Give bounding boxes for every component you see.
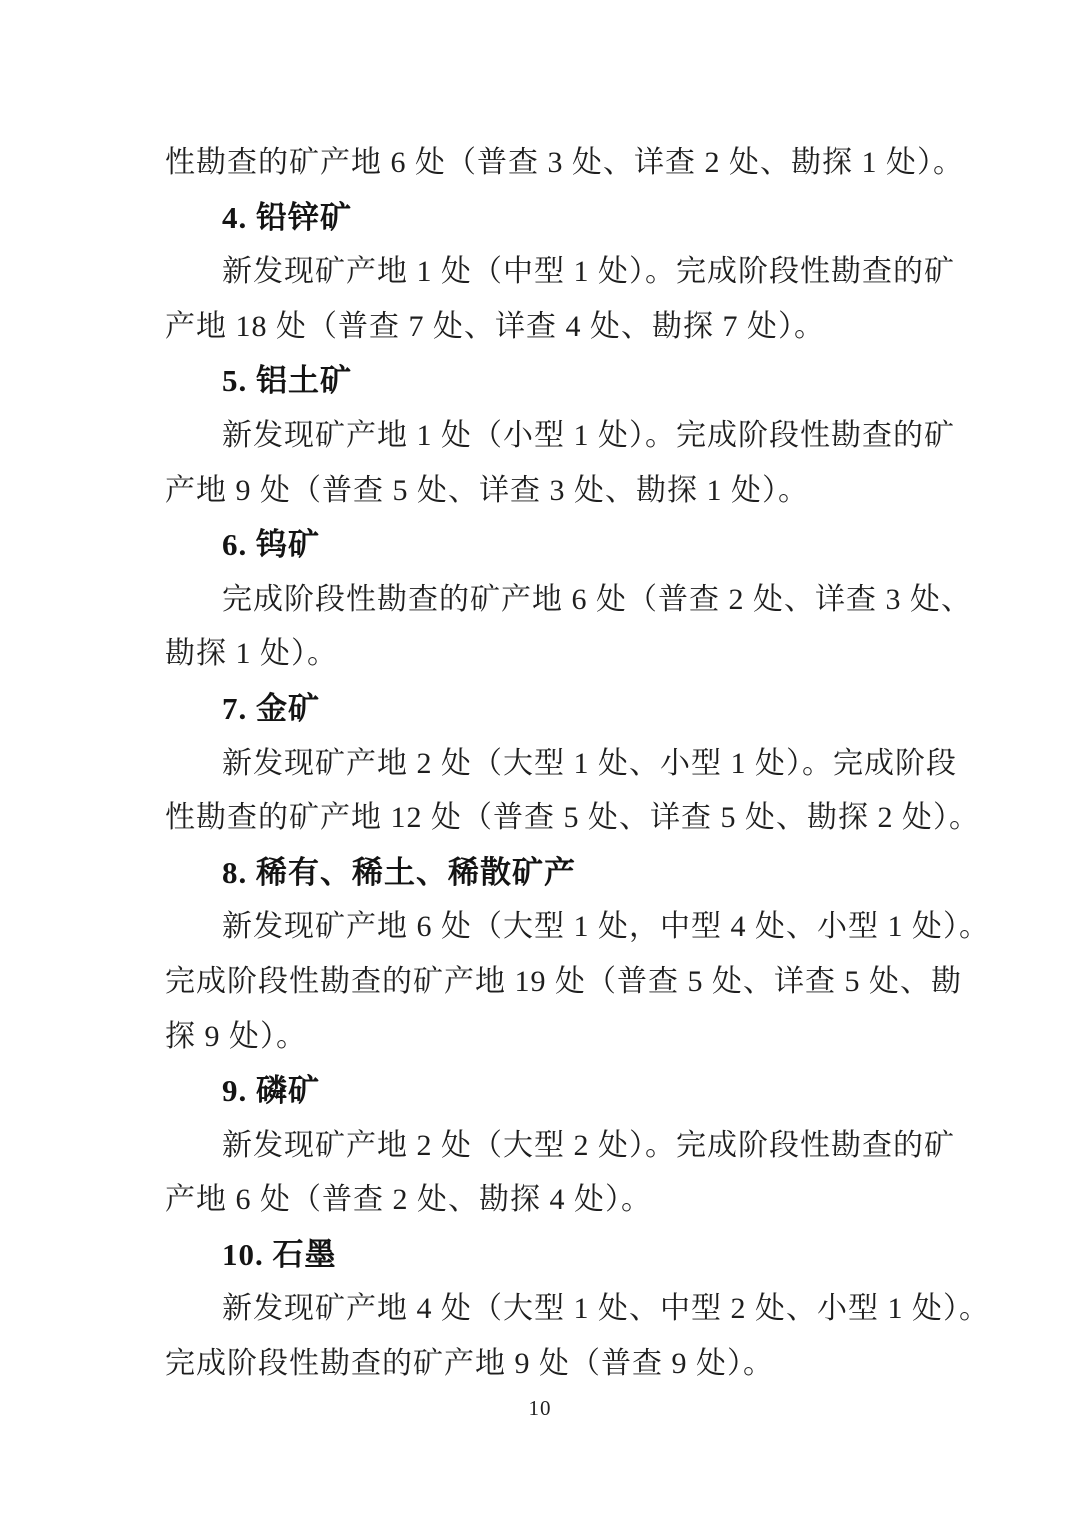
text-line: 新发现矿产地 4 处（大型 1 处、中型 2 处、小型 1 处）。 — [222, 1292, 990, 1326]
text-line: 勘探 1 处）。 — [165, 637, 338, 671]
page-number: 10 — [528, 1396, 552, 1420]
section-heading: 7. 金矿 — [222, 690, 320, 726]
section-heading: 6. 钨矿 — [222, 527, 320, 563]
text-line: 新发现矿产地 6 处（大型 1 处，中型 4 处、小型 1 处）。 — [222, 910, 990, 944]
section-heading: 9. 磷矿 — [222, 1073, 320, 1109]
text-line: 新发现矿产地 2 处（大型 2 处）。完成阶段性勘查的矿 — [222, 1128, 955, 1162]
text-line: 产地 9 处（普查 5 处、详查 3 处、勘探 1 处）。 — [165, 473, 809, 507]
text-line: 完成阶段性勘查的矿产地 9 处（普查 9 处）。 — [165, 1347, 774, 1381]
text-line: 性勘查的矿产地 12 处（普查 5 处、详查 5 处、勘探 2 处）。 — [165, 801, 980, 835]
text-line: 性勘查的矿产地 6 处（普查 3 处、详查 2 处、勘探 1 处）。 — [165, 146, 964, 179]
text-line: 完成阶段性勘查的矿产地 6 处（普查 2 处、详查 3 处、 — [222, 582, 972, 616]
text-line: 新发现矿产地 1 处（小型 1 处）。完成阶段性勘查的矿 — [222, 418, 955, 452]
text-line: 完成阶段性勘查的矿产地 19 处（普查 5 处、详查 5 处、勘 — [165, 964, 962, 998]
section-heading: 5. 铝土矿 — [222, 363, 352, 399]
text-line: 新发现矿产地 2 处（大型 1 处、小型 1 处）。完成阶段 — [222, 746, 957, 780]
section-heading: 10. 石墨 — [222, 1236, 337, 1272]
text-line: 产地 6 处（普查 2 处、勘探 4 处）。 — [165, 1183, 652, 1217]
document-body — [165, 136, 990, 1392]
section-heading: 4. 铅锌矿 — [222, 199, 352, 235]
text-line: 新发现矿产地 1 处（中型 1 处）。完成阶段性勘查的矿 — [222, 255, 955, 289]
text-line: 产地 18 处（普查 7 处、详查 4 处、勘探 7 处）。 — [165, 309, 825, 343]
section-heading: 8. 稀有、稀土、稀散矿产 — [222, 854, 576, 890]
text-line: 探 9 处）。 — [165, 1019, 307, 1053]
